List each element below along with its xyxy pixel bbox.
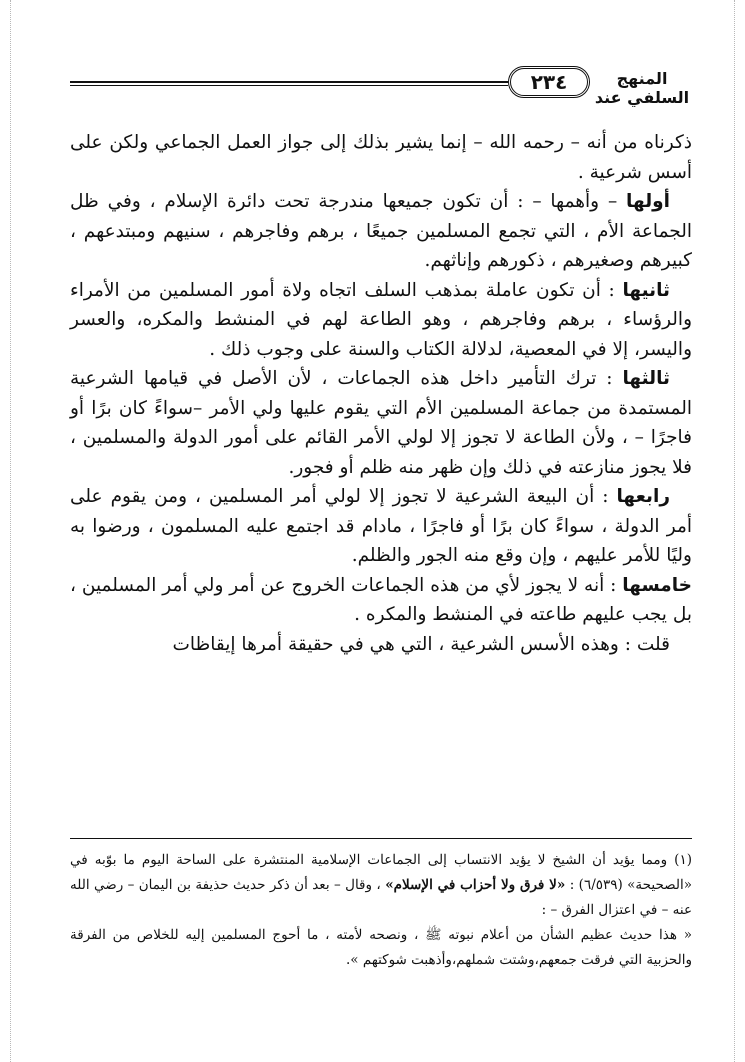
paragraph-fifth-basis [70,571,692,630]
second-basis-heading: ثانيها [622,279,670,301]
scan-edge-right [734,0,735,1062]
header-rule [70,81,508,86]
footnote-separator [70,838,692,839]
footnotes [70,848,692,973]
fifth-basis-heading: خامسها [622,574,692,596]
scan-edge-left [10,0,11,1062]
page-number: ٢٣٤ [530,70,568,94]
paragraph-third-basis [70,364,692,482]
page-number-badge [508,66,590,98]
second-basis-text: : أن تكون عاملة بمذهب السلف اتجاه ولاة أمور المسلمين من الأمراء والرؤساء ، برهم وفاجرهم ، وهو الطاعة لهم في المنشط والمكره، والعسر واليسر، إلا في المعصية، لدلالة الكتاب والسنة على وجوب ذلك . [70,279,692,360]
fourth-basis-text: : أن البيعة الشرعية لا تجوز إلا لولي أمر المسلمين ، ومن يقوم على أمر الدولة ، سواءً كان برًا أو فاجرًا ، مادام قد اجتمع عليه المسلمون ، ورضوا به وليًا للأمر عليهم ، وإن وقع منه الجور والظلم. [70,486,692,566]
paragraph-closing: قلت : وهذه الأسس الشرعية ، التي هي في حقيقة أمرها إيقاظات [172,633,670,655]
third-basis-text: : ترك التأمير داخل هذه الجماعات ، لأن الأصل في قيامها الشرعية المستمدة من جماعة المسلمين الأم التي يقوم عليها ولي الأمر –سواءً كان برًا أو فاجرًا – ، ولأن الطاعة لا تجوز إلا لولي الأمر القائم على أمور الدولة والمسلمين ، فلا يجوز منازعته في ذلك وإن ظهر منه ظلم أو فجور. [70,368,692,478]
footnote-quote: « هذا حديث عظيم الشأن من أعلام نبوته ﷺ ، ونصحه لأمته ، ما أحوج المسلمين إليه للخلاص من الفرقة والحزبية التي فرقت جمعهم،وشتت شملهم،وأذهبت شوكتهم ». [70,927,692,968]
page-header [70,60,692,110]
paragraph-first-basis [70,187,692,276]
paragraph-intro: ذكرناه من أنه – رحمه الله – إنما يشير بذلك إلى جواز العمل الجماعي ولكن على أسس شرعية . [70,132,692,183]
third-basis-heading: ثالثها [622,368,670,389]
main-text [70,128,692,659]
footnote-1-text-a: (١) ومما يؤيد أن الشيخ لا يؤيد الانتساب إلى الجماعات الإسلامية المنتشرة على الساحة اليوم ما بوّبه في «الصحيحة» (٦/٥٣٩) : [70,852,692,893]
first-basis-text: – وأهمها – : أن تكون جميعها مندرجة تحت دائرة الإسلام ، وفي ظل الجماعة الأم ، التي تجمع المسلمين جميعًا ، برهم وفاجرهم ، سنيهم ومبتدعهم ، كبيرهم وصغيرهم ، ذكورهم وإناثهم. [70,191,692,271]
fifth-basis-text: : أنه لا يجوز لأي من هذه الجماعات الخروج عن أمر ولي أمر المسلمين ، بل يجب عليهم طاعته في المنشط والمكره . [70,574,692,625]
footnote-1-text-c: ، وقال – بعد أن ذكر حديث حذيفة بن اليمان – رضي الله عنه – في اعتزال الفرق – : [70,877,692,918]
fourth-basis-heading: رابعها [616,486,670,507]
running-title: المنهج السلفي عند [594,69,690,107]
footnote-1 [70,848,692,923]
footnote-1-chapter-title: «لا فرق ولا أحزاب في الإسلام» [385,877,566,893]
paragraph-fourth-basis [70,482,692,571]
paragraph-second-basis [70,276,692,365]
first-basis-heading: أولها [626,191,670,212]
